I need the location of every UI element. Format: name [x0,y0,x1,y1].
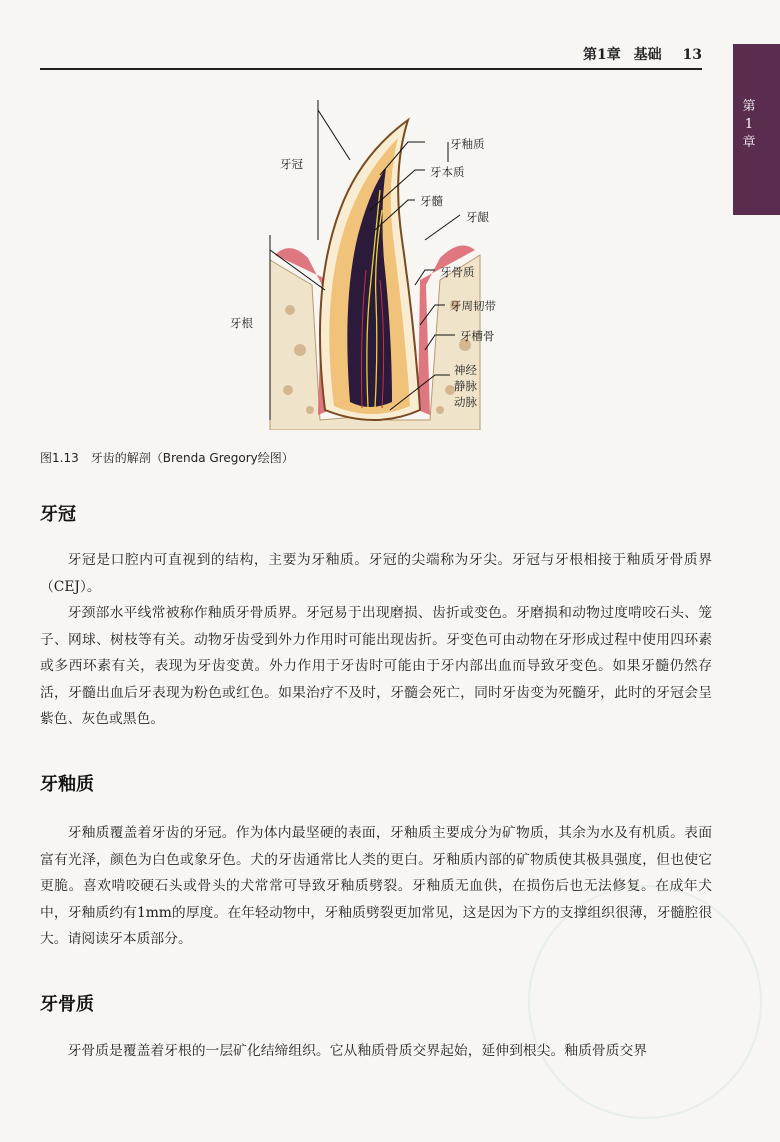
label-enamel: 牙釉质 [450,137,485,151]
chapter-tab-line2: 1 [744,117,754,132]
label-vein: 静脉 [454,379,477,393]
header-section: 基础 [633,47,662,63]
section-title-cementum: 牙骨质 [40,994,94,1015]
chapter-tab-line3: 章 [742,135,756,150]
label-dentin: 牙本质 [430,165,465,179]
header-page-number: 13 [682,47,702,63]
label-pulp: 牙髓 [420,194,443,208]
paragraph-crown-1: 牙冠是口腔内可直视到的结构，主要为牙釉质。牙冠的尖端称为牙尖。牙冠与牙根相接于釉质牙骨质界（CEJ）。 [40,552,712,595]
label-crown: 牙冠 [280,157,303,171]
page-header [40,44,702,70]
tooth-illustration [230,90,530,430]
paragraph-cementum-1: 牙骨质是覆盖着牙根的一层矿化结缔组织。它从釉质骨质交界起始，延伸到根尖。釉质骨质交界 [67,1043,648,1059]
watermark-stamp [528,885,762,1119]
paragraph-crown-2: 牙颈部水平线常被称作釉质牙骨质界。牙冠易于出现磨损、齿折或变色。牙磨损和动物过度啃咬石头、笼子、网球、树枝等有关。动物牙齿受到外力作用时可能出现齿折。牙变色可由动物在牙形成过程中使用四环素或多西环素有关，表现为牙齿变黄。外力作用于牙齿时可能由于牙内部出血而导致牙变色。如果牙髓仍然存活，牙髓出血后牙表现为粉色或红色。如果治疗不及时，牙髓会死亡，同时牙齿变为死髓牙，此时的牙冠会呈紫色、灰色或黑色。 [40,605,712,727]
label-artery: 动脉 [454,395,477,409]
chapter-tab-line1: 第 [742,99,756,114]
label-root: 牙根 [230,316,253,330]
tooth-anatomy-figure [230,90,530,430]
section-title-crown: 牙冠 [40,504,76,525]
chapter-tab-label [739,98,759,152]
figure-caption: 图1.13 牙齿的解剖（Brenda Gregory绘图） [40,451,294,465]
label-cementum: 牙骨质 [440,265,475,279]
paragraph-enamel-1: 牙釉质覆盖着牙齿的牙冠。作为体内最坚硬的表面，牙釉质主要成分为矿物质，其余为水及有机质。表面富有光泽，颜色为白色或象牙色。犬的牙齿通常比人类的更白。牙釉质内部的矿物质使其极具强度，但也使它更脆。喜欢啃咬硬石头或骨头的犬常常可导致牙釉质劈裂。牙釉质无血供，在损伤后也无法修复。在成年犬中，牙釉质约有1mm的厚度。在年轻动物中，牙釉质劈裂更加常见，这是因为下方的支撑组织很薄，牙髓腔很大。请阅读牙本质部分。 [40,825,712,947]
label-nerve: 神经 [454,363,477,377]
header-chapter: 第1章 [583,47,621,63]
label-alveolar-bone: 牙槽骨 [460,329,495,343]
label-periodontal-ligament: 牙周韧带 [450,299,496,313]
label-gingiva: 牙龈 [466,210,489,224]
section-title-enamel: 牙釉质 [40,774,94,795]
